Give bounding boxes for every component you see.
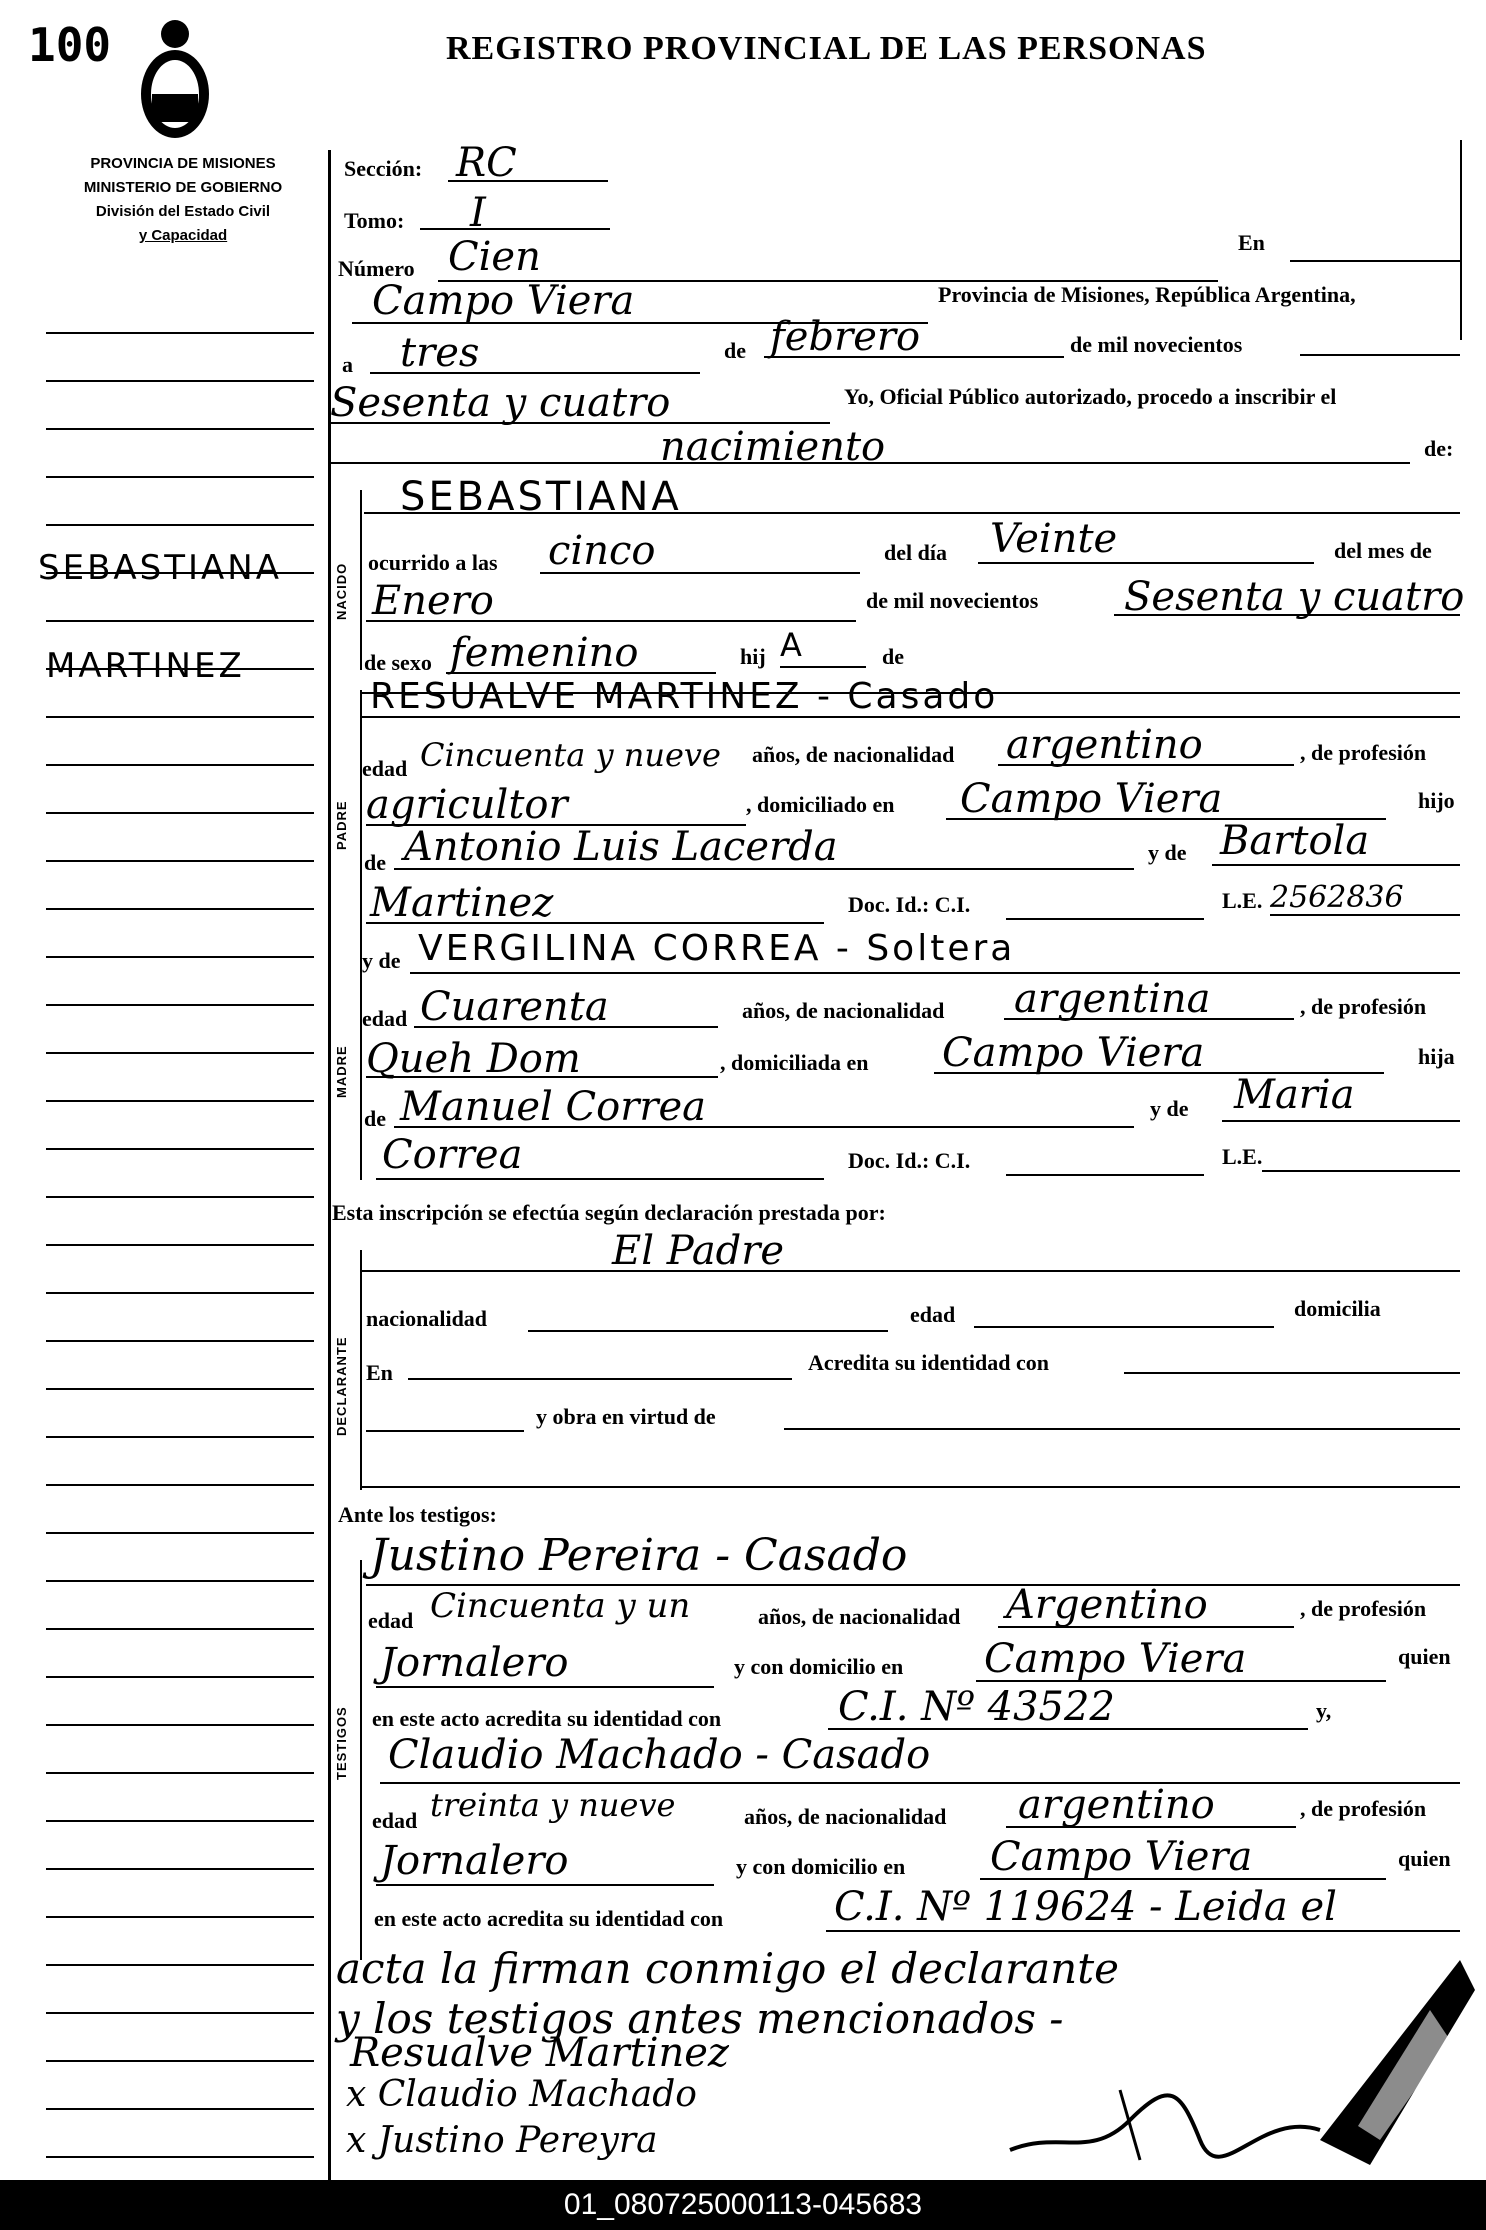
margin-rule-line xyxy=(46,428,314,430)
label-ocurrido: ocurrido a las xyxy=(368,550,498,575)
margin-rule-line xyxy=(46,1580,314,1582)
margin-rule-line xyxy=(46,716,314,718)
label-madre-y-de: y de xyxy=(362,948,401,973)
label-padre-le: L.E. xyxy=(1222,888,1263,913)
label-t1-domicilio: y con domicilio en xyxy=(734,1654,904,1679)
label-madre-profesion: , de profesión xyxy=(1300,994,1427,1019)
madre-bracket xyxy=(360,940,362,1180)
footer-id: 01_080725000113-045683 xyxy=(0,2180,1486,2230)
margin-rule-line xyxy=(46,2156,314,2158)
margin-rule-line xyxy=(46,1148,314,1150)
margin-rule-line xyxy=(46,1868,314,1870)
value-t2-prof: Jornalero xyxy=(380,1838,569,1884)
nacido-bracket xyxy=(360,490,362,670)
value-sexo: femenino xyxy=(450,630,639,676)
issuer-province: PROVINCIA DE MISIONES xyxy=(90,155,276,172)
margin-name-first: SEBASTIANA xyxy=(38,548,282,588)
value-padre-prof: agricultor xyxy=(366,782,568,828)
margin-rule-line xyxy=(46,380,314,382)
label-t2-acredita: en este acto acredita su identidad con xyxy=(374,1906,724,1931)
value-mes: febrero xyxy=(770,314,921,360)
margin-rule-line xyxy=(46,812,314,814)
value-t2-ci: C.I. Nº 119624 - Leida el xyxy=(834,1884,1337,1930)
margin-rule-line xyxy=(46,1292,314,1294)
label-hij: hij xyxy=(740,644,766,669)
signature-testigo-2: x Claudio Machado xyxy=(346,2074,697,2115)
issuer-ministry: MINISTERIO DE GOBIERNO xyxy=(83,179,283,196)
value-t1-edad: Cincuenta y un xyxy=(430,1586,691,1626)
label-t2-domicilio: y con domicilio en xyxy=(736,1854,906,1879)
label-decl-y-obra: y obra en virtud de xyxy=(536,1404,716,1429)
padre-bracket xyxy=(360,690,362,940)
label-decl-acredita: Acredita su identidad con xyxy=(808,1350,1050,1375)
label-t2-anios: años, de nacionalidad xyxy=(744,1804,947,1829)
value-acto: nacimiento xyxy=(660,424,886,470)
label-madre-anios: años, de nacionalidad xyxy=(742,998,945,1023)
value-madre-prof: Queh Dom xyxy=(366,1036,581,1082)
label-de-mil: de mil novecientos xyxy=(1070,332,1243,357)
issuer-division: División del Estado Civil xyxy=(95,203,271,220)
label-t1-quien: quien xyxy=(1398,1644,1451,1669)
label-t2-profesion: , de profesión xyxy=(1300,1796,1427,1821)
value-dia: tres xyxy=(400,330,480,376)
label-t1-edad: edad xyxy=(368,1608,414,1633)
margin-rule-line xyxy=(46,1772,314,1774)
value-madre-de2: Maria xyxy=(1234,1072,1355,1118)
label-decl-nacionalidad: nacionalidad xyxy=(366,1306,488,1331)
label-sexo: de sexo xyxy=(364,650,432,675)
label-de-mil-2: de mil novecientos xyxy=(866,588,1039,613)
margin-rule-line xyxy=(46,1724,314,1726)
margin-rule-line xyxy=(46,1244,314,1246)
value-t1-ci: C.I. Nº 43522 xyxy=(838,1684,1115,1730)
label-madre-y-de-2: y de xyxy=(1150,1096,1189,1121)
margin-rule-line xyxy=(46,1820,314,1822)
value-lugar: Campo Viera xyxy=(372,278,635,324)
value-t1-prof: Jornalero xyxy=(380,1640,569,1686)
value-madre-de1b: Correa xyxy=(382,1132,523,1178)
signature-padre: Resualve Martinez xyxy=(350,2030,730,2076)
value-hij-suffix: A xyxy=(780,626,805,664)
value-t1-nombre: Justino Pereira - Casado xyxy=(370,1530,908,1581)
label-del-dia: del día xyxy=(884,540,947,565)
side-label-padre: PADRE xyxy=(334,800,349,850)
label-en: En xyxy=(1238,230,1265,255)
label-tomo: Tomo: xyxy=(344,208,405,233)
margin-rule-line xyxy=(46,524,314,526)
value-t1-nac: Argentino xyxy=(1006,1582,1208,1628)
label-yo-oficial: Yo, Oficial Público autorizado, procedo a inscribir el xyxy=(844,384,1337,409)
margin-rule-line xyxy=(46,1532,314,1534)
margin-rule-line xyxy=(46,476,314,478)
side-label-declarante: DECLARANTE xyxy=(334,1336,349,1436)
margin-rule-line xyxy=(46,860,314,862)
label-madre-doc: Doc. Id.: C.I. xyxy=(848,1148,971,1173)
label-t1-profesion: , de profesión xyxy=(1300,1596,1427,1621)
label-padre-doc: Doc. Id.: C.I. xyxy=(848,892,971,917)
label-madre-le: L.E. xyxy=(1222,1144,1263,1169)
label-decl-en: En xyxy=(366,1360,393,1385)
value-numero: Cien xyxy=(448,234,541,280)
label-hijo: hijo xyxy=(1418,788,1455,813)
main-vertical-rule xyxy=(328,150,331,2180)
label-decl-edad: edad xyxy=(910,1302,956,1327)
label-numero: Número xyxy=(338,256,415,281)
value-padre-dom: Campo Viera xyxy=(960,776,1223,822)
right-border-rule xyxy=(1460,140,1462,340)
value-seccion: RC xyxy=(456,140,517,186)
label-hija: hija xyxy=(1418,1044,1455,1069)
page-number: 100 xyxy=(28,18,112,72)
label-t1-anios: años, de nacionalidad xyxy=(758,1604,961,1629)
margin-rule-line xyxy=(46,332,314,334)
document-title: REGISTRO PROVINCIAL DE LAS PERSONAS xyxy=(446,30,1207,67)
value-padre-de1: Antonio Luis Lacerda xyxy=(404,824,838,870)
issuer-block xyxy=(48,152,318,248)
label-de-colon: de: xyxy=(1424,436,1454,461)
value-anio: Sesenta y cuatro xyxy=(330,380,671,426)
margin-rule-line xyxy=(46,1628,314,1630)
value-padre-edad: Cincuenta y nueve xyxy=(420,736,721,774)
value-padre-de2: Bartola xyxy=(1220,818,1370,864)
margin-rule-line xyxy=(46,908,314,910)
value-t2-nombre: Claudio Machado - Casado xyxy=(388,1732,931,1778)
value-madre-nac: argentina xyxy=(1014,976,1211,1022)
value-madre-edad: Cuarenta xyxy=(420,984,609,1030)
margin-rule-line xyxy=(46,1388,314,1390)
label-madre-edad: edad xyxy=(362,1006,408,1031)
value-t1-dom: Campo Viera xyxy=(984,1636,1247,1682)
margin-rule-line xyxy=(46,1436,314,1438)
value-padre-de1b: Martinez xyxy=(370,880,554,926)
margin-rule-line xyxy=(46,620,314,622)
value-padre-nombre: RESUALVE MARTINEZ - Casado xyxy=(370,676,999,717)
official-stamp xyxy=(1310,1950,1480,2175)
label-t1-acredita: en este acto acredita su identidad con xyxy=(372,1706,722,1731)
label-t2-quien: quien xyxy=(1398,1846,1451,1871)
label-domiciliado: , domiciliado en xyxy=(746,792,895,817)
signature-oficial xyxy=(1000,2070,1330,2175)
value-madre-de1: Manuel Correa xyxy=(400,1084,706,1130)
value-t2-nac: argentino xyxy=(1018,1782,1215,1828)
label-a: a xyxy=(342,352,353,377)
label-domiciliada: , domiciliada en xyxy=(720,1050,869,1075)
margin-rule-line xyxy=(46,1964,314,1966)
value-hora: cinco xyxy=(548,528,656,574)
margin-rule-line xyxy=(46,1052,314,1054)
margin-rule-line xyxy=(46,2012,314,2014)
value-cierre-2: y los testigos antes mencionados - xyxy=(336,1994,1064,2043)
side-label-madre: MADRE xyxy=(334,1045,349,1098)
label-provincia: Provincia de Misiones, República Argentina, xyxy=(938,282,1356,307)
value-t2-dom: Campo Viera xyxy=(990,1834,1253,1880)
margin-rule-line xyxy=(46,1340,314,1342)
margin-rule-line xyxy=(46,2108,314,2110)
label-t2-edad: edad xyxy=(372,1808,418,1833)
value-padre-le: 2562836 xyxy=(1270,880,1404,915)
label-de: de xyxy=(724,338,746,363)
value-dia-nac: Veinte xyxy=(990,516,1118,562)
label-seccion: Sección: xyxy=(344,156,423,181)
label-decl-domicilia: domicilia xyxy=(1294,1296,1381,1321)
value-cierre-1: acta la firman conmigo el declarante xyxy=(336,1944,1119,1993)
margin-rule-line xyxy=(46,1484,314,1486)
value-madre-nombre: VERGILINA CORREA - Soltera xyxy=(418,928,1016,969)
value-t2-edad: treinta y nueve xyxy=(430,1786,676,1824)
label-t1-y: y, xyxy=(1316,1698,1332,1723)
label-padre-edad: edad xyxy=(362,756,408,781)
margin-rule-line xyxy=(46,956,314,958)
value-nombre-nacido: SEBASTIANA xyxy=(400,474,682,520)
coat-of-arms-icon xyxy=(138,12,212,149)
label-de-2: de xyxy=(882,644,904,669)
margin-rule-line xyxy=(46,764,314,766)
label-padre-profesion: , de profesión xyxy=(1300,740,1427,765)
margin-rule-line xyxy=(46,1100,314,1102)
label-padre-de: de xyxy=(364,850,386,875)
label-madre-de: de xyxy=(364,1106,386,1131)
value-tomo: I xyxy=(470,190,486,236)
issuer-capacity: y Capacidad xyxy=(138,227,228,244)
margin-name-last: MARTINEZ xyxy=(46,646,245,686)
side-label-nacido: NACIDO xyxy=(334,562,349,620)
value-padre-nac: argentino xyxy=(1006,722,1203,768)
margin-rule-line xyxy=(46,1004,314,1006)
label-padre-y-de: y de xyxy=(1148,840,1187,865)
margin-rule-line xyxy=(46,1916,314,1918)
signature-testigo-1: x Justino Pereyra xyxy=(346,2120,658,2161)
value-declarante: El Padre xyxy=(612,1228,785,1274)
label-del-mes: del mes de xyxy=(1334,538,1432,563)
testigos-bracket xyxy=(360,1560,362,1960)
side-label-testigos: TESTIGOS xyxy=(334,1706,349,1780)
margin-rule-line xyxy=(46,1676,314,1678)
margin-rule-line xyxy=(46,2060,314,2062)
declarante-bracket xyxy=(360,1250,362,1490)
value-anio-nac: Sesenta y cuatro xyxy=(1124,574,1465,620)
label-padre-anios: años, de nacionalidad xyxy=(752,742,955,767)
margin-rule-line xyxy=(46,1196,314,1198)
label-esta-inscripcion: Esta inscripción se efectúa según declaración prestada por: xyxy=(332,1200,886,1225)
value-madre-dom: Campo Viera xyxy=(942,1030,1205,1076)
label-ante-testigos: Ante los testigos: xyxy=(338,1502,497,1527)
value-mes-nac: Enero xyxy=(372,578,494,624)
